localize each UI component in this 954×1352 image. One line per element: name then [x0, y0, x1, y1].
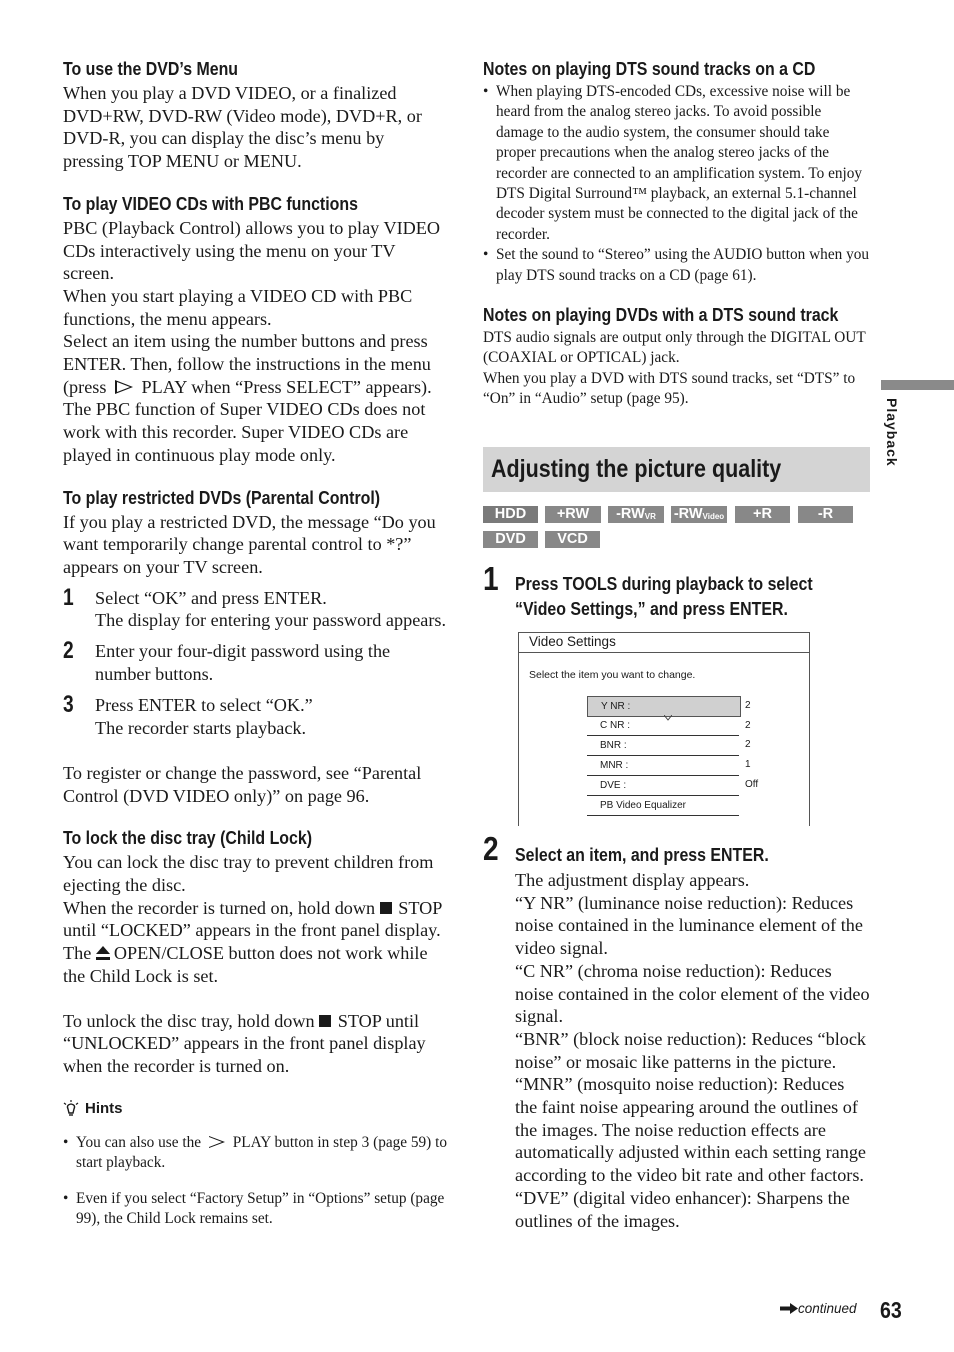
paragraph-pbc-4: The PBC function of Super VIDEO CDs does not work with this recorder. Super VIDEO CDs are played in continuous play mode only. [63, 399, 426, 465]
lock-2-text-a: When the recorder is turned on, hold down [63, 897, 376, 918]
step-2-heading: Select an item, and press ENTER. [515, 844, 769, 865]
parental-step-3 [63, 691, 447, 739]
osd-divider [519, 652, 809, 653]
stop-icon [380, 902, 392, 914]
paragraph-pbc-2: When you start playing a VIDEO CD with PBC functions, the menu appears. [63, 285, 413, 329]
step-2-number: 2 [483, 830, 499, 867]
badge-plus-rw: +RW [545, 506, 601, 523]
page-number: 63 [880, 1297, 902, 1323]
continued-note: continued [780, 1301, 857, 1316]
osd-value-cnr: 2 [745, 720, 751, 731]
play-icon [115, 380, 133, 394]
step-number: 1 [63, 583, 74, 611]
heading-dts-dvd: Notes on playing DVDs with a DTS sound track [483, 304, 839, 326]
unlock-text-b: STOP until “UNLOCKED” appears in the front panel display when the recorder is turned on. [63, 1010, 426, 1076]
left-column [63, 56, 447, 1230]
step-detail: The display for entering your password appears. [95, 610, 447, 631]
step-2-body [515, 869, 871, 1232]
unlock-text-a: To unlock the disc tray, hold down [63, 1010, 315, 1031]
badge-rw-vr: $-RW_{VR}$ [608, 506, 664, 523]
step-2-paragraph: The adjustment display appears. [515, 870, 750, 890]
dts-cd-bullet-2: • Set the sound to “Stereo” using the AUDIO button when you play DTS sound tracks on a CD (page 61). [483, 245, 870, 286]
hints-heading [63, 1100, 447, 1118]
arrow-right-icon [780, 1303, 798, 1314]
osd-row-dve[interactable]: DVE : [587, 776, 739, 796]
lock-2-text-b: STOP until “LOCKED” appears in the front panel display. The [63, 897, 442, 964]
hint-1-b: PLAY button in step 3 (page 59) to start playback. [76, 1133, 448, 1172]
step-number: 2 [63, 637, 74, 665]
pbc-3-text-b: PLAY when “Press SELECT” appears). [141, 376, 432, 397]
step-detail: The recorder starts playback. [95, 718, 307, 739]
step-number: 3 [63, 691, 74, 719]
paragraph-parental: If you play a restricted DVD, the message “Do you want temporarily change parental control to *?” appears on your TV screen. [63, 511, 436, 577]
paragraph-password: To register or change the password, see “Parental Control (DVD VIDEO only)” on page 96. [63, 762, 422, 806]
osd-value-bnr: 2 [745, 739, 751, 750]
osd-title: Video Settings [529, 634, 616, 649]
heading-dts-cd: Notes on playing DTS sound tracks on a CD [483, 58, 816, 79]
step-2-paragraph: “DVE” (digital video enhancer): Sharpens the outlines of the images. [515, 1187, 850, 1231]
step-text: Enter your four-digit password using the number buttons. [95, 641, 391, 684]
step-1-heading: Press TOOLS during playback to select “Video Settings,” and press ENTER. [515, 573, 813, 619]
step-1-number: 1 [483, 560, 499, 597]
heading-parental: To play restricted DVDs (Parental Control) [63, 486, 381, 508]
badge-plus-r: +R [735, 506, 790, 523]
badge-vcd: VCD [545, 531, 600, 548]
pbc-3-text-a: Select an item using the number buttons and press ENTER. Then, follow the instructions in the menu (press [63, 331, 431, 397]
step-text: Press ENTER to select “OK.” [95, 695, 313, 716]
heading-pbc: To play VIDEO CDs with PBC functions [63, 192, 358, 214]
hint-1 [63, 1133, 447, 1174]
right-column [483, 56, 870, 410]
osd-value-mnr: 1 [745, 759, 751, 770]
badge-rw-video: $-RW_{Video}$ [671, 506, 727, 523]
step-2-paragraph: “C NR” (chroma noise reduction): Reduces noise contained in the color element of the video signal. [515, 960, 870, 1027]
osd-instruction: Select the item you want to change. [529, 669, 696, 681]
video-settings-screen [518, 632, 810, 826]
paragraph-pbc-3 [63, 330, 447, 398]
paragraph-unlock [63, 1010, 447, 1078]
parental-step-1 [63, 583, 447, 632]
heading-dvd-menu: To use the DVD’s Menu [63, 58, 239, 79]
paragraph-pbc-1: PBC (Playback Control) allows you to play VIDEO CDs interactively using the menu on your TV screen. [63, 217, 441, 284]
dts-dvd-paragraph-1: DTS audio signals are output only through the DIGITAL OUT (COAXIAL or OPTICAL) jack. [483, 329, 866, 367]
dts-cd-bullet-1: • When playing DTS-encoded CDs, excessive noise will be heard from the analog stereo jacks. To avoid possible damage to the audio system, the consumer should take proper precautions when the analog stereo jacks of the recorder are connected to an amplification system. To enjoy DTS Digital Surround™ playback, an external 5.1-channel decoder system must be connected to the digital jack of the recorder. [483, 82, 870, 245]
badge-minus-r: -R [798, 506, 853, 523]
badge-hdd: HDD [483, 506, 538, 523]
chapter-tab-bar [881, 380, 954, 390]
hint-2: • Even if you select “Factory Setup” in “Options” setup (page 99), the Child Lock remains set. [63, 1189, 447, 1230]
osd-row-bnr[interactable]: BNR : [587, 736, 739, 756]
play-icon [209, 1136, 225, 1148]
eject-icon [96, 946, 110, 960]
osd-row-ynr[interactable]: Y NR : [587, 696, 741, 717]
paragraph-dvd-menu: When you play a DVD VIDEO, or a finalized DVD+RW, DVD-RW (Video mode), DVD+R, or DVD-R, you can display the disc’s menu by pressing TOP MENU or MENU. [63, 83, 422, 172]
lightbulb-icon [63, 1100, 79, 1118]
step-2-paragraph: “BNR” (block noise reduction): Reduces “block noise” or mosaic like patterns in the picture. [515, 1028, 867, 1072]
lock-2-text-c: OPEN/CLOSE button does not work while the Child Lock is set. [63, 943, 428, 986]
step-text: Select “OK” and press ENTER. [95, 587, 327, 608]
dts-dvd-paragraph-2: When you play a DVD with DTS sound tracks, set “DTS” to “On” in “Audio” setup (page 95). [483, 369, 856, 408]
paragraph-lock-2 [63, 897, 447, 988]
step-2-paragraph: “Y NR” (luminance noise reduction): Reduces noise contained in the luminance element of the video signal. [515, 892, 863, 959]
parental-step-2 [63, 637, 447, 685]
hint-1-a: You can also use the [76, 1133, 202, 1151]
osd-row-cnr[interactable]: C NR : [587, 716, 739, 736]
hints-title: Hints [85, 1100, 123, 1118]
osd-value-dve: Off [745, 779, 759, 790]
heading-child-lock: To lock the disc tray (Child Lock) [63, 827, 313, 849]
badge-dvd: DVD [483, 531, 538, 548]
paragraph-lock-1: You can lock the disc tray to prevent children from ejecting the disc. [63, 852, 434, 895]
stop-icon [319, 1015, 331, 1027]
osd-value-ynr: 2 [745, 700, 751, 711]
osd-row-mnr[interactable]: MNR : [587, 756, 739, 776]
chapter-tab-label: Playback [884, 398, 900, 467]
osd-row-pb-equalizer[interactable]: PB Video Equalizer [587, 796, 739, 816]
step-2-paragraph: “MNR” (mosquito noise reduction): Reduces the faint noise appearing around the outlines of the images. The noise reduction effects are automatically adjusted within each setting range according to the video bit rate and other factors. [515, 1074, 867, 1186]
section-title: Adjusting the picture quality [491, 455, 782, 483]
